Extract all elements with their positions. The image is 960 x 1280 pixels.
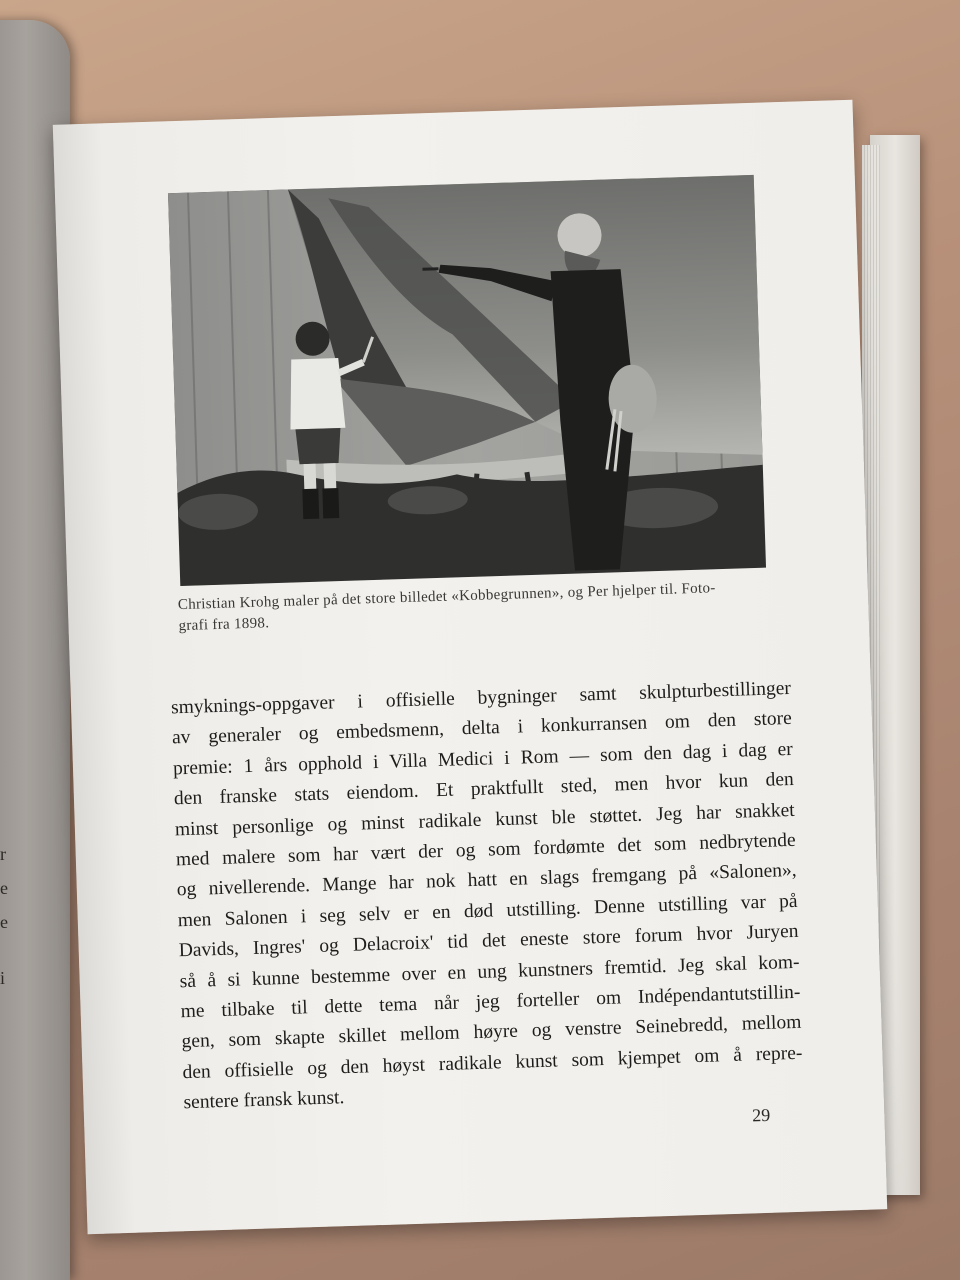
text-line: premie: 1 års opphold i Villa Medici i Rom — som den dag i dag er	[172, 738, 794, 780]
caption-line: Christian Krohg maler på det store billedet «Kobbegrunnen», og Per hjelper til. Foto-	[177, 580, 716, 614]
text-line: Davids, Ingres' og Delacroix' tid det eneste store forum hvor Juryen	[178, 921, 799, 962]
facing-page-text-fragments	[0, 840, 30, 992]
text-line: men Salonen i seg selv er en død utstilling. Denne utstilling var på	[177, 890, 798, 932]
text-line: så å si kunne bestemme over en ung kunstners fremtid. Jeg skal kom-	[179, 951, 800, 992]
caption-line: grafi fra 1898.	[178, 615, 270, 635]
text-line: av generaler og embedsmenn, delta i konkurransen om den store	[171, 708, 793, 749]
photo-illustration	[168, 175, 766, 586]
photo-caption	[178, 576, 779, 637]
text-line: den offisielle og den høyst radikale kunst som kjempet om å repre-	[182, 1042, 803, 1084]
text-line: med malere som har vært der og som fordømte det som nedbrytende	[175, 829, 796, 871]
fragment: e	[0, 912, 8, 932]
fragment: r	[0, 844, 6, 864]
book-page	[53, 100, 887, 1235]
page-number: 29	[751, 1104, 771, 1126]
fragment: e	[0, 878, 8, 898]
text-line: og nivellerende. Mange har nok hatt en slags fremgang på «Salonen»,	[176, 860, 797, 901]
text-line: smyknings-oppgaver i offisielle bygninger samt skulpturbestillinger	[170, 677, 792, 719]
fragment: i	[0, 968, 6, 988]
text-line: me tilbake til dette tema når jeg forteller om Indépendantutstillin-	[180, 981, 801, 1023]
historical-photograph	[168, 175, 766, 586]
body-paragraph	[171, 674, 804, 1119]
text-line: gen, som skapte skillet mellom høyre og venstre Seinebredd, mellom	[181, 1012, 802, 1053]
text-line: den franske stats eiendom. Et praktfullt sted, men hvor kun den	[173, 769, 795, 810]
text-line: minst personlige og minst radikale kunst ble støttet. Jeg har snakket	[174, 799, 795, 840]
text-line: sentere fransk kunst.	[183, 1087, 345, 1114]
